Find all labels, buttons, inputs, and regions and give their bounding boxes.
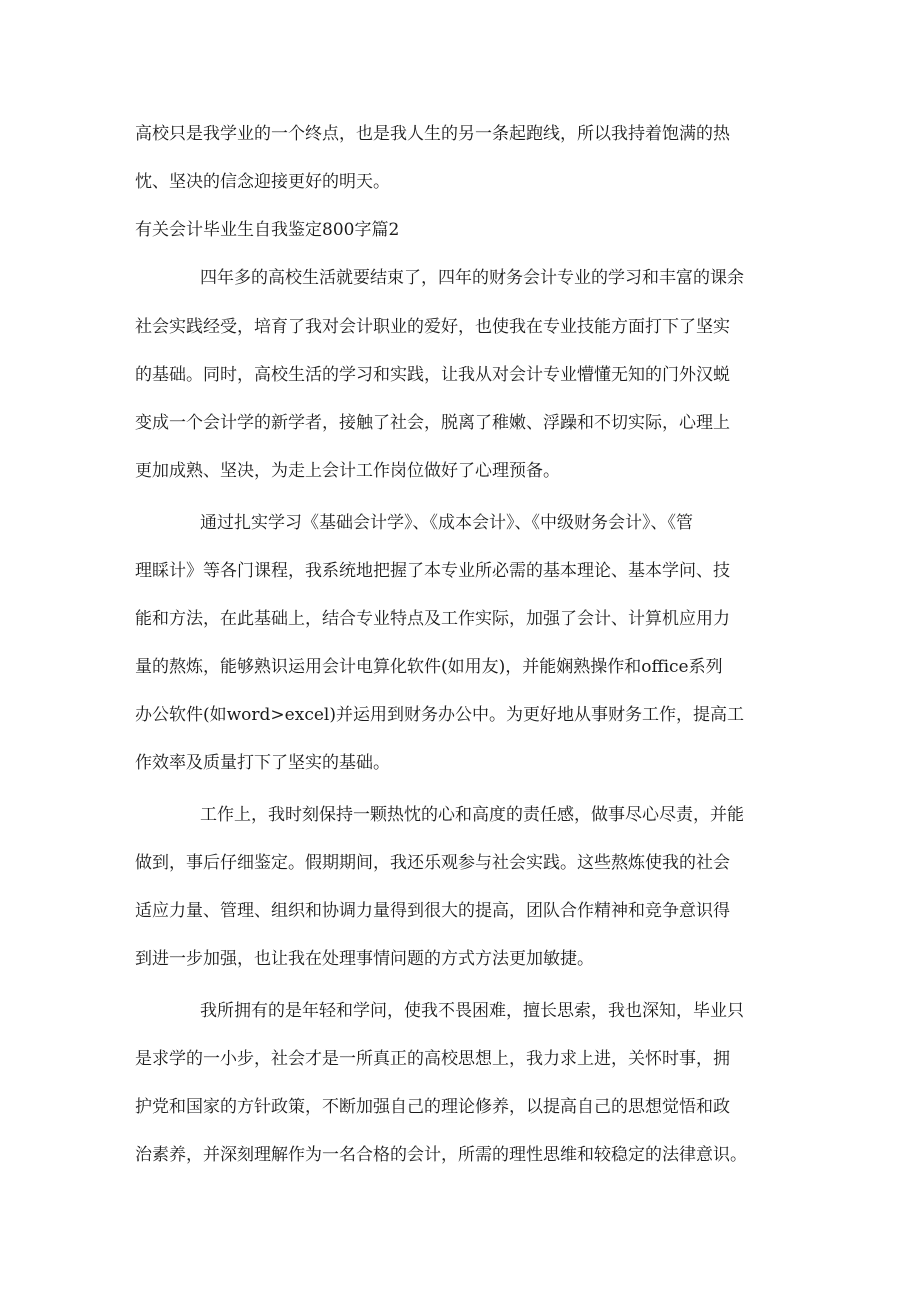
text-line: 做到，事后仔细鉴定。假期期间，我还乐观参与社会实践。这些熬炼使我的社会 bbox=[135, 853, 730, 873]
text-line: 高校只是我学业的一个终点，也是我人生的另一条起跑线，所以我持着饱满的热 bbox=[135, 124, 730, 144]
section-heading: 有关会计毕业生自我鉴定800字篇2 bbox=[135, 220, 400, 240]
text-line: 我所拥有的是年轻和学问，使我不畏困难，擅长思索，我也深知，毕业只 bbox=[200, 1001, 744, 1021]
text-line: 到进一步加强，也让我在处理事情问题的方式方法更加敏捷。 bbox=[135, 949, 594, 969]
text-line: 变成一个会计学的新学者，接触了社会，脱离了稚嫩、浮躁和不切实际，心理上 bbox=[135, 413, 730, 433]
text-line: 四年多的高校生活就要结束了，四年的财务会计专业的学习和丰富的课余 bbox=[200, 268, 744, 288]
text-line: 工作上，我时刻保持一颗热忱的心和高度的责任感，做事尽心尽责，并能 bbox=[200, 805, 744, 825]
text-line: 护党和国家的方针政策，不断加强自己的理论修养，以提高自己的思想觉悟和政 bbox=[135, 1097, 730, 1117]
text-line: 办公软件(如word>excel)并运用到财务办公中。为更好地从事财务工作，提高工 bbox=[135, 705, 744, 725]
text-line: 是求学的一小步，社会才是一所真正的高校思想上，我力求上进，关怀时事，拥 bbox=[135, 1049, 730, 1069]
text-line: 作效率及质量打下了坚实的基础。 bbox=[135, 753, 390, 773]
text-line: 社会实践经受，培育了我对会计职业的爱好，也使我在专业技能方面打下了坚实 bbox=[135, 317, 730, 337]
text-line: 能和方法，在此基础上，结合专业特点及工作实际，加强了会计、计算机应用力 bbox=[135, 609, 730, 629]
text-line: 适应力量、管理、组织和协调力量得到很大的提高，团队合作精神和竞争意识得 bbox=[135, 901, 730, 921]
text-line: 的基础。同时，高校生活的学习和实践，让我从对会计专业懵懂无知的门外汉蜕 bbox=[135, 365, 730, 385]
text-line: 理睬计》等各门课程，我系统地把握了本专业所必需的基本理论、基本学问、技 bbox=[135, 561, 730, 581]
text-line: 更加成熟、坚决，为走上会计工作岗位做好了心理预备。 bbox=[135, 461, 560, 481]
text-line: 治素养，并深刻理解作为一名合格的会计，所需的理性思维和较稳定的法律意识。 bbox=[135, 1145, 747, 1165]
text-line: 忱、坚决的信念迎接更好的明天。 bbox=[135, 172, 390, 192]
text-line: 量的熬炼，能够熟识运用会计电算化软件(如用友)，并能娴熟操作和office系列 bbox=[135, 657, 723, 677]
text-line: 通过扎实学习《基础会计学》、《成本会计》、《中级财务会计》、《管 bbox=[200, 513, 693, 533]
